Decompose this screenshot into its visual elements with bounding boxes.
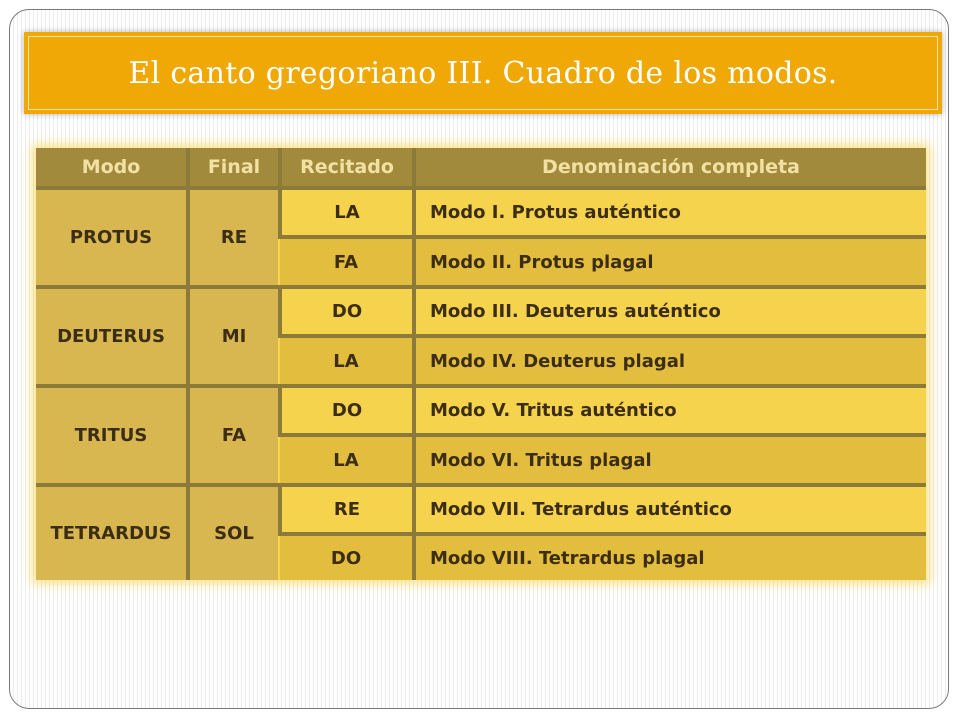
denominacion-cell: Modo VIII. Tetrardus plagal (414, 534, 926, 580)
header-denominacion: Denominación completa (414, 148, 926, 188)
denominacion-cell: Modo V. Tritus auténtico (414, 386, 926, 435)
slide-title: El canto gregoriano III. Cuadro de los modos. (128, 55, 838, 91)
denominacion-cell: Modo II. Protus plagal (414, 237, 926, 286)
modo-cell: TETRARDUS (36, 485, 188, 580)
final-cell: MI (188, 287, 280, 386)
slide (9, 9, 949, 709)
final-cell: FA (188, 386, 280, 485)
table-row (36, 386, 926, 435)
recitado-cell: FA (280, 237, 414, 286)
table-header-row (36, 148, 926, 188)
recitado-cell: DO (280, 287, 414, 336)
modo-cell: DEUTERUS (36, 287, 188, 386)
modo-cell: PROTUS (36, 188, 188, 287)
header-recitado: Recitado (280, 148, 414, 188)
denominacion-cell: Modo VI. Tritus plagal (414, 435, 926, 484)
denominacion-cell: Modo I. Protus auténtico (414, 188, 926, 237)
header-final: Final (188, 148, 280, 188)
final-cell: SOL (188, 485, 280, 580)
modes-table (36, 148, 926, 580)
recitado-cell: RE (280, 485, 414, 534)
recitado-cell: LA (280, 188, 414, 237)
recitado-cell: DO (280, 534, 414, 580)
table-row (36, 485, 926, 534)
recitado-cell: LA (280, 336, 414, 385)
title-frame (28, 36, 938, 110)
modes-table-image (36, 148, 926, 580)
final-cell: RE (188, 188, 280, 287)
header-modo: Modo (36, 148, 188, 188)
title-bar (24, 32, 942, 114)
modo-cell: TRITUS (36, 386, 188, 485)
denominacion-cell: Modo III. Deuterus auténtico (414, 287, 926, 336)
denominacion-cell: Modo IV. Deuterus plagal (414, 336, 926, 385)
recitado-cell: DO (280, 386, 414, 435)
table-row (36, 287, 926, 336)
denominacion-cell: Modo VII. Tetrardus auténtico (414, 485, 926, 534)
table-row (36, 188, 926, 237)
recitado-cell: LA (280, 435, 414, 484)
